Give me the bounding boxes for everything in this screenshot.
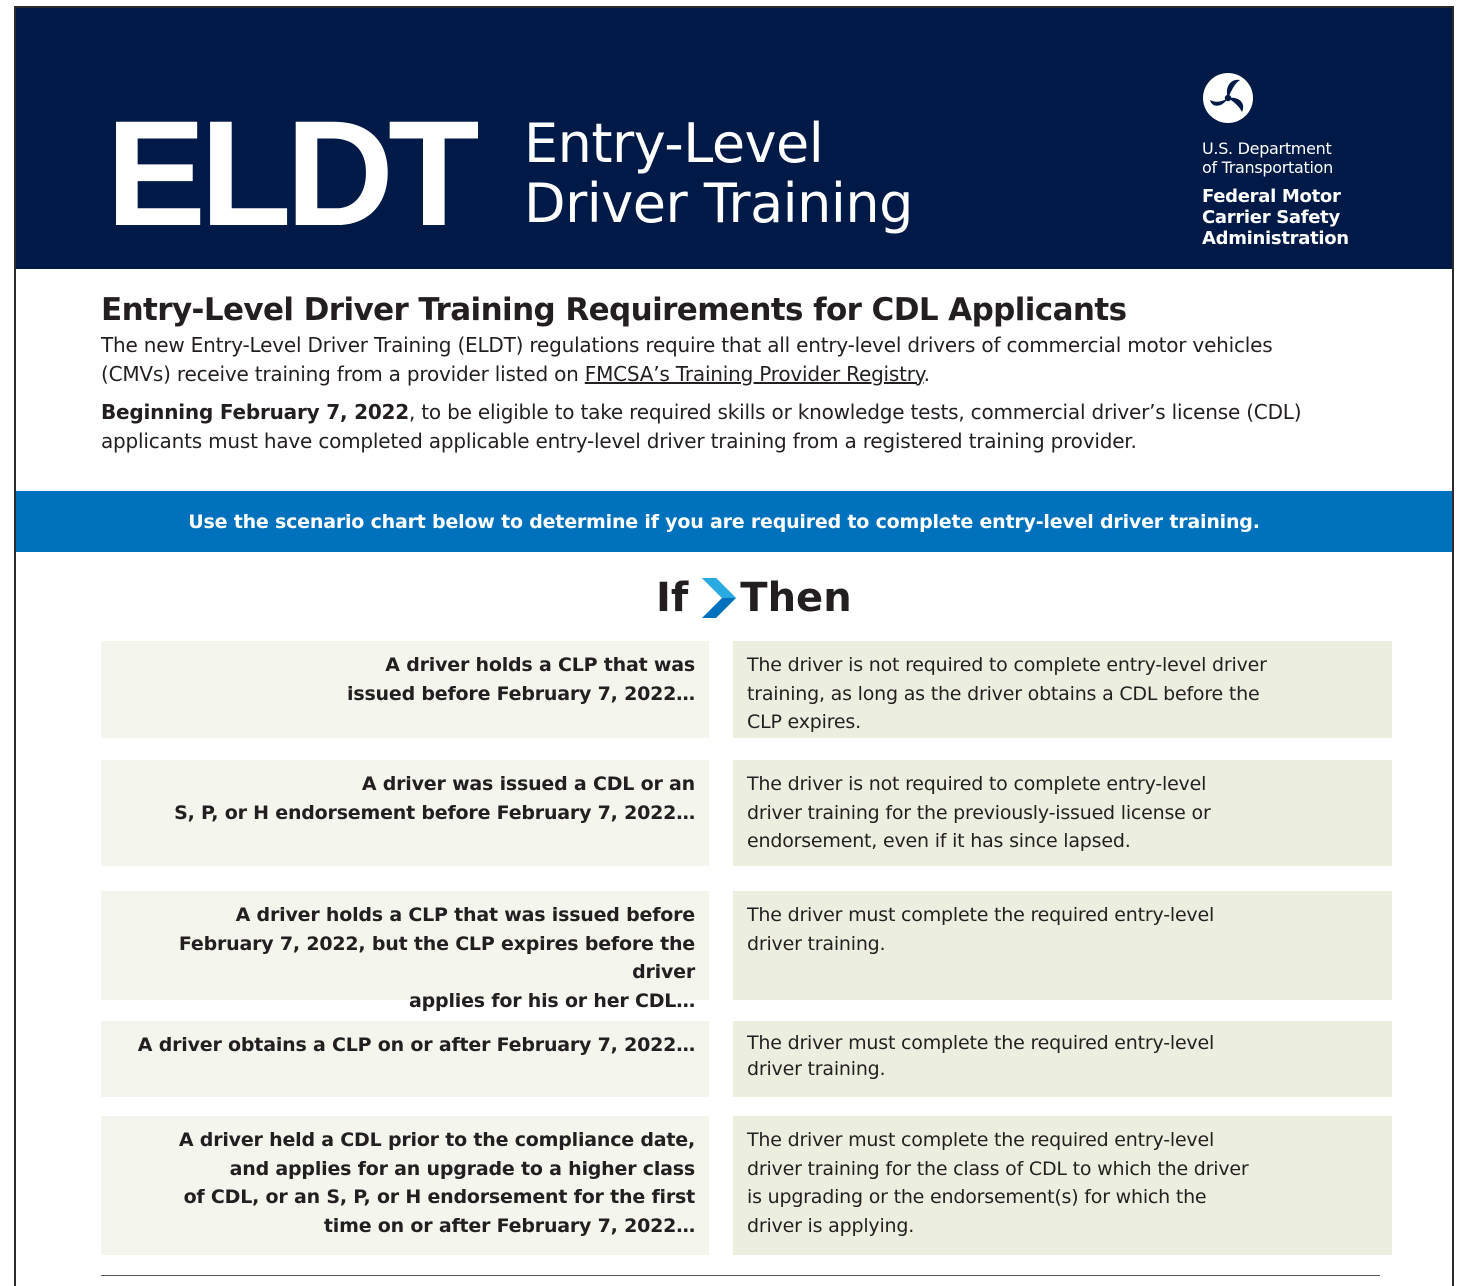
scenario-5-if xyxy=(101,1116,709,1255)
scenario-2-if xyxy=(101,760,709,866)
scenario-1-if-line-2: issued before February 7, 2022… xyxy=(347,682,695,705)
scenario-3-if xyxy=(101,891,709,1012)
if-then-heading xyxy=(656,573,852,623)
scenario-3-then xyxy=(733,891,1392,1000)
intro-p2-line-2: applicants must have completed applicable entry-level driver training from a registered training provider. xyxy=(101,428,1137,453)
scenario-4-then xyxy=(733,1021,1392,1097)
instruction-banner xyxy=(16,491,1452,552)
intro-p1-line-2-post: . xyxy=(923,361,930,386)
fmcsa-line-1: Federal Motor xyxy=(1202,186,1341,207)
instruction-text: Use the scenario chart below to determine if you are required to complete entry-level driver training. xyxy=(188,510,1260,533)
intro-p1-line-2-pre: (CMVs) receive training from a provider listed on xyxy=(101,361,585,386)
intro-section xyxy=(101,289,1351,455)
scenario-5-then-line-1: The driver must complete the required entry-level xyxy=(747,1129,1215,1151)
dot-dept-line-2: of Transportation xyxy=(1202,158,1333,177)
scenario-3-if-line-1: A driver holds a CLP that was issued before xyxy=(235,904,695,926)
scenario-3-if-line-3: applies for his or her CDL… xyxy=(409,989,695,1012)
scenario-5-if-line-3: of CDL, or an S, P, or H endorsement for the first xyxy=(183,1186,695,1208)
header-banner xyxy=(16,8,1452,269)
scenario-2-if-line-2: S, P, or H endorsement before February 7, 2022… xyxy=(174,801,695,824)
scenario-1-then-line-1: The driver is not required to complete entry-level driver xyxy=(747,654,1267,676)
bottom-divider xyxy=(101,1275,1380,1276)
scenario-5-then-line-2: driver training for the class of CDL to which the driver xyxy=(747,1157,1249,1180)
scenario-1-if-line-1: A driver holds a CLP that was xyxy=(385,654,695,676)
scenario-4-if xyxy=(101,1021,709,1097)
scenario-3-then-line-2: driver training. xyxy=(747,932,886,955)
scenario-1-then-line-2: training, as long as the driver obtains a CDL before the xyxy=(747,682,1260,705)
chevron-right-icon xyxy=(702,578,736,618)
scenario-5-if-line-2: and applies for an upgrade to a higher class xyxy=(229,1157,695,1180)
compliance-date-bold: Beginning February 7, 2022 xyxy=(101,400,409,424)
intro-paragraph-1 xyxy=(101,331,1351,388)
scenario-5-if-line-4: time on or after February 7, 2022… xyxy=(323,1214,695,1237)
scenario-1-then-line-3: CLP expires. xyxy=(747,711,861,733)
scenario-1-then xyxy=(733,641,1392,738)
eldt-acronym: ELDT xyxy=(106,89,474,257)
intro-p1-line-1: The new Entry-Level Driver Training (ELDT) regulations require that all entry-level drivers of commercial motor vehicles xyxy=(101,333,1273,357)
training-provider-registry-link[interactable]: FMCSA’s Training Provider Registry xyxy=(584,361,924,386)
page-title: Entry-Level Driver Training Requirements for CDL Applicants xyxy=(101,292,1127,328)
dot-agency-text xyxy=(1202,139,1349,249)
scenario-5-if-line-1: A driver held a CDL prior to the compliance date, xyxy=(178,1129,695,1151)
scenario-2-then-line-2: driver training for the previously-issued license or xyxy=(747,801,1211,824)
intro-p2-line-1-rest: , to be eligible to take required skills or knowledge tests, commercial driver’s license (CDL) xyxy=(408,400,1302,424)
intro-paragraph-2 xyxy=(101,398,1351,455)
dot-triskelion-icon xyxy=(1202,72,1254,124)
then-label: Then xyxy=(740,575,852,621)
fmcsa-line-2: Carrier Safety xyxy=(1202,207,1340,228)
eldt-subtitle xyxy=(524,114,913,234)
dot-dept-line-1: U.S. Department xyxy=(1202,139,1332,158)
scenario-3-then-line-1: The driver must complete the required entry-level xyxy=(747,904,1215,926)
scenario-2-if-line-1: A driver was issued a CDL or an xyxy=(361,773,695,795)
scenario-2-then-line-3: endorsement, even if it has since lapsed. xyxy=(747,830,1131,852)
scenario-5-then xyxy=(733,1116,1392,1255)
scenario-1-if xyxy=(101,641,709,738)
scenario-4-then-line-1: The driver must complete the required entry-level xyxy=(747,1032,1215,1054)
scenario-2-then-line-1: The driver is not required to complete entry-level xyxy=(747,773,1207,795)
fmcsa-line-3: Administration xyxy=(1202,228,1349,249)
scenario-4-then-line-2: driver training. xyxy=(747,1058,886,1080)
scenario-5-then-line-3: is upgrading or the endorsement(s) for which the xyxy=(747,1186,1207,1208)
subtitle-line-1: Entry-Level xyxy=(524,112,824,175)
scenario-4-if-line-1: A driver obtains a CLP on or after February 7, 2022… xyxy=(137,1034,695,1056)
scenario-2-then xyxy=(733,760,1392,866)
if-label: If xyxy=(656,575,689,621)
scenario-5-then-line-4: driver is applying. xyxy=(747,1214,915,1237)
scenario-3-if-line-2: February 7, 2022, but the CLP expires before the driver xyxy=(178,932,695,983)
subtitle-line-2: Driver Training xyxy=(524,172,913,235)
fmcsa-name xyxy=(1202,186,1349,249)
